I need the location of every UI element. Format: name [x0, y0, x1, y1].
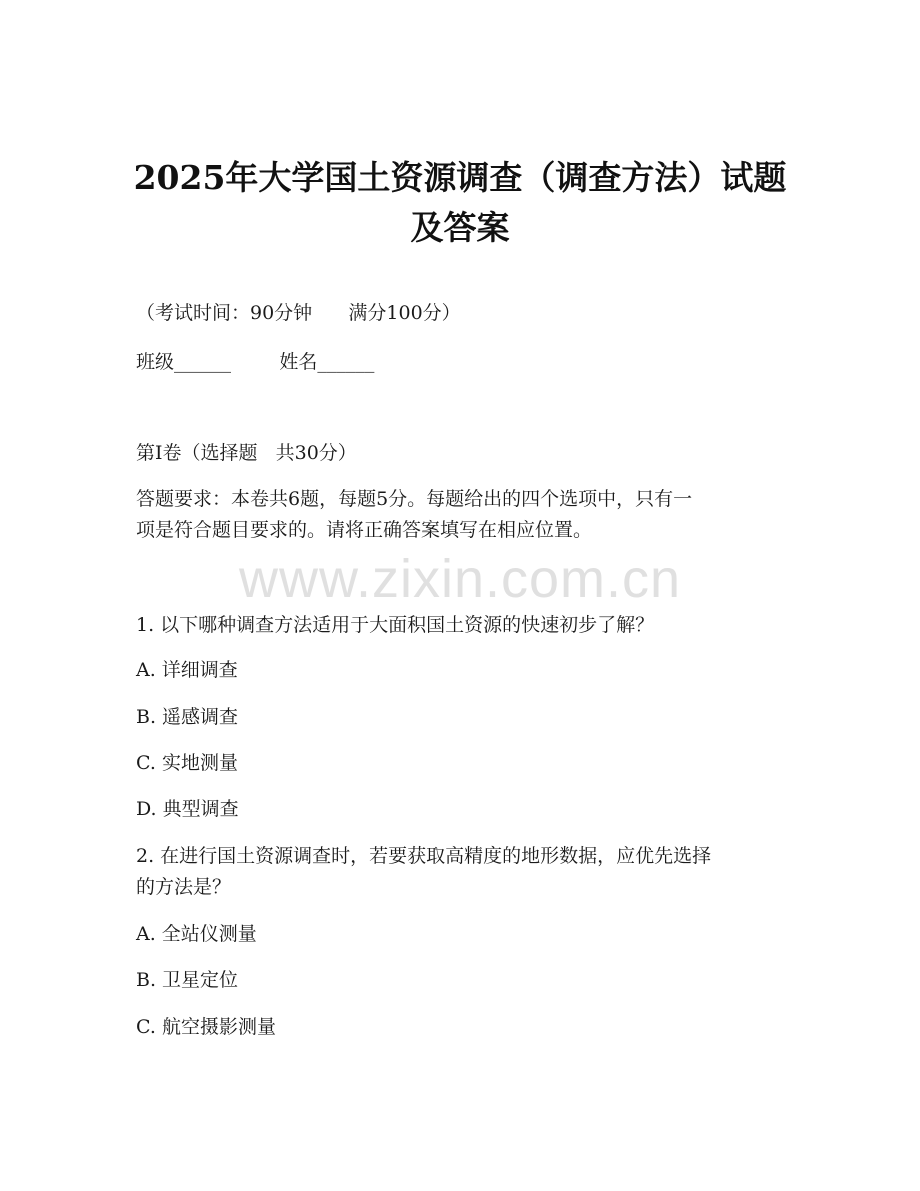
question-1-option-a: A. 详细调查 — [136, 659, 238, 681]
document-title-line-2: 及答案 — [410, 208, 510, 247]
exam-info: （考试时间：90分钟 满分100分） — [136, 302, 461, 324]
section-heading: 第I卷（选择题 共30分） — [136, 442, 357, 464]
question-2-option-c: C. 航空摄影测量 — [136, 1016, 276, 1038]
instructions-line-1: 答题要求：本卷共6题，每题5分。每题给出的四个选项中，只有一 — [136, 488, 693, 510]
question-2-stem-line-2: 的方法是？ — [136, 876, 232, 898]
instructions-line-2: 项是符合题目要求的。请将正确答案填写在相应位置。 — [136, 519, 593, 541]
student-info-fields: 班级______ 姓名______ — [136, 351, 375, 373]
question-2-stem-line-1: 2. 在进行国土资源调查时，若要获取高精度的地形数据，应优先选择 — [136, 845, 712, 867]
question-1-stem: 1. 以下哪种调查方法适用于大面积国土资源的快速初步了解？ — [136, 614, 655, 636]
document-title-line-1: 2025年大学国土资源调查（调查方法）试题 — [133, 158, 787, 197]
watermark: www.zixin.com.cn — [238, 549, 682, 609]
question-1-option-c: C. 实地测量 — [136, 752, 238, 774]
question-2-option-a: A. 全站仪测量 — [136, 923, 257, 945]
question-1-option-b: B. 遥感调查 — [136, 706, 239, 728]
question-2-option-b: B. 卫星定位 — [136, 969, 239, 991]
question-1-option-d: D. 典型调查 — [136, 798, 239, 820]
